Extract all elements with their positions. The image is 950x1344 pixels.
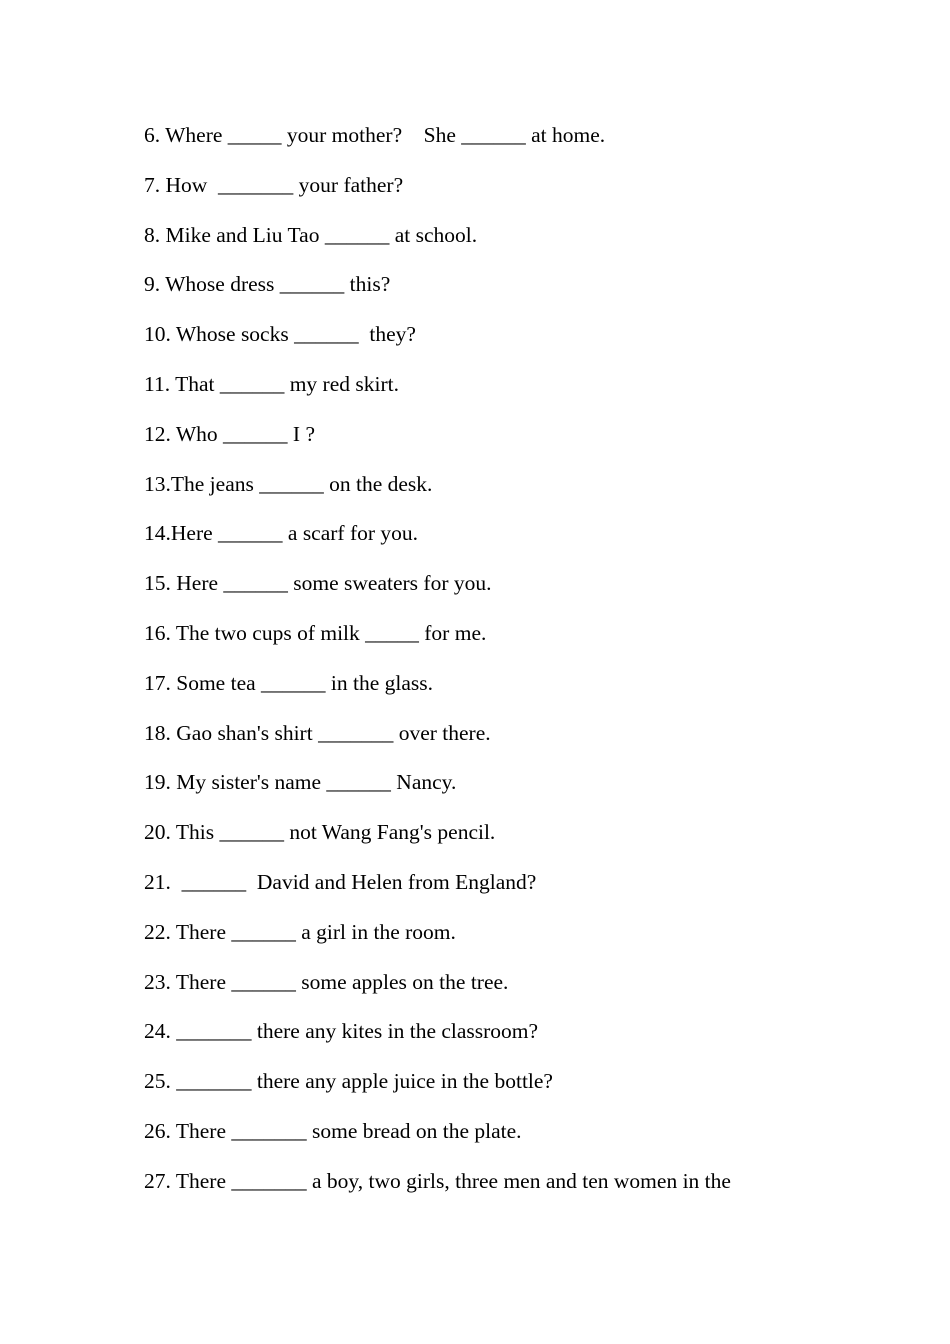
exercise-18: 18. Gao shan's shirt _______ over there. bbox=[144, 720, 491, 745]
exercise-23: 23. There ______ some apples on the tree. bbox=[144, 969, 509, 994]
exercise-6: 6. Where _____ your mother? She ______ at home. bbox=[144, 123, 606, 147]
exercise-22: 22. There ______ a girl in the room. bbox=[144, 919, 456, 944]
exercise-8: 8. Mike and Liu Tao ______ at school. bbox=[144, 222, 478, 247]
exercise-14: 14.Here ______ a scarf for you. bbox=[144, 521, 419, 546]
exercise-20: 20. This ______ not Wang Fang's pencil. bbox=[144, 820, 496, 845]
exercise-19: 19. My sister's name ______ Nancy. bbox=[144, 770, 457, 795]
exercise-7: 7. How _______ your father? bbox=[144, 172, 404, 197]
exercise-26: 26. There _______ some bread on the plate. bbox=[144, 1118, 522, 1143]
exercise-11: 11. That ______ my red skirt. bbox=[144, 371, 399, 396]
exercise-13: 13.The jeans ______ on the desk. bbox=[144, 471, 433, 496]
exercise-10: 10. Whose socks ______ they? bbox=[144, 322, 416, 347]
exercise-9: 9. Whose dress ______ this? bbox=[144, 272, 391, 297]
exercise-24: 24. _______ there any kites in the classroom? bbox=[144, 1019, 539, 1044]
exercise-15: 15. Here ______ some sweaters for you. bbox=[144, 571, 492, 596]
exercise-25: 25. _______ there any apple juice in the bottle? bbox=[144, 1069, 553, 1094]
exercise-17: 17. Some tea ______ in the glass. bbox=[144, 670, 434, 695]
exercise-16: 16. The two cups of milk _____ for me. bbox=[144, 620, 487, 645]
exercise-27: 27. There _______ a boy, two girls, three men and ten women in the bbox=[144, 1168, 731, 1193]
exercise-21: 21. ______ David and Helen from England? bbox=[144, 869, 537, 894]
exercise-12: 12. Who ______ I ? bbox=[144, 421, 315, 446]
exercise-list bbox=[144, 120, 864, 1216]
